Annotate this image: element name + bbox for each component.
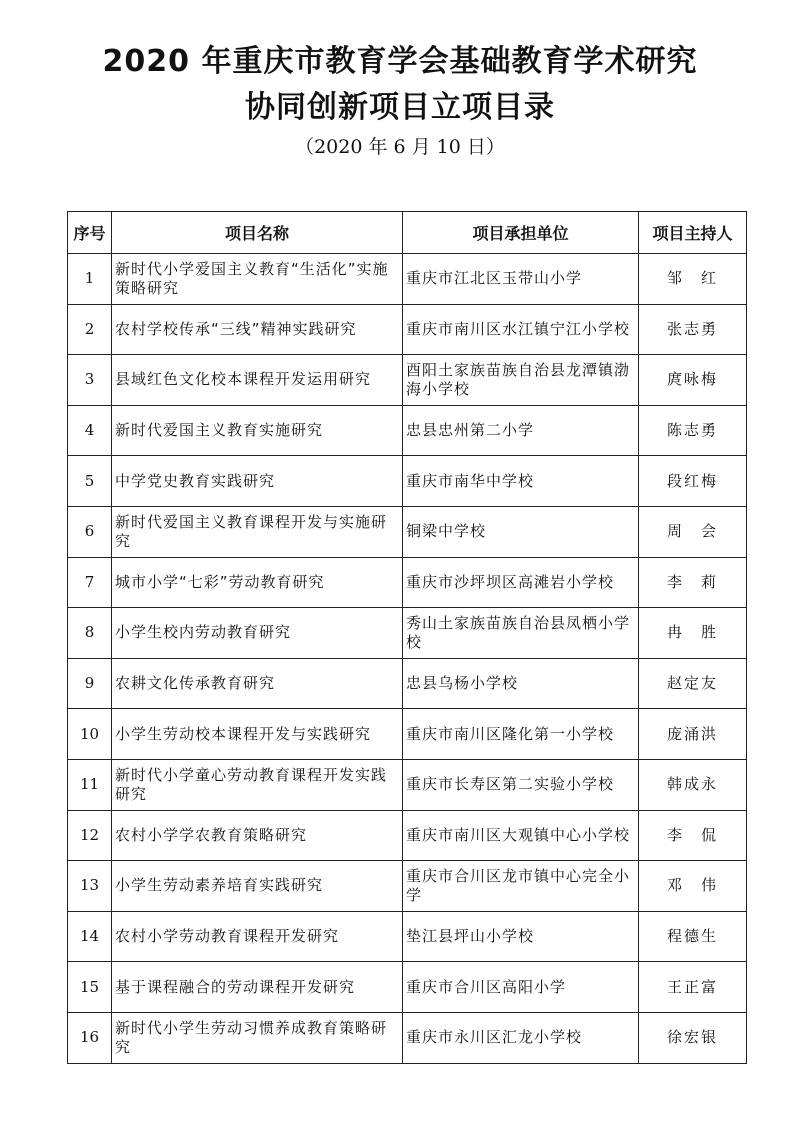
project-host-cell: 邹 红 [639, 254, 747, 305]
table-row [68, 911, 747, 962]
table-row [68, 254, 747, 305]
undertaking-unit-cell: 重庆市江北区玉带山小学 [403, 254, 639, 305]
undertaking-unit-cell: 重庆市南川区隆化第一小学校 [403, 709, 639, 760]
table-row [68, 557, 747, 608]
header-project-name: 项目名称 [112, 212, 403, 254]
serial-number-cell: 8 [68, 608, 112, 659]
table-row [68, 658, 747, 709]
serial-number-cell: 7 [68, 557, 112, 608]
undertaking-unit-cell: 重庆市永川区汇龙小学校 [403, 1012, 639, 1063]
project-name-cell: 小学生校内劳动教育研究 [112, 608, 403, 659]
undertaking-unit-cell: 铜梁中学校 [403, 506, 639, 557]
header-project-host: 项目主持人 [639, 212, 747, 254]
document-title-line2: 协同创新项目立项目录 [245, 90, 555, 125]
table-row [68, 1012, 747, 1063]
header-serial-number: 序号 [68, 212, 112, 254]
table-row [68, 304, 747, 355]
serial-number-cell: 6 [68, 506, 112, 557]
table-row [68, 810, 747, 861]
project-name-cell: 县域红色文化校本课程开发运用研究 [112, 355, 403, 406]
undertaking-unit-cell: 重庆市沙坪坝区高滩岩小学校 [403, 557, 639, 608]
undertaking-unit-cell: 重庆市南川区水江镇宁江小学校 [403, 304, 639, 355]
serial-number-cell: 13 [68, 861, 112, 912]
serial-number-cell: 10 [68, 709, 112, 760]
serial-number-cell: 15 [68, 962, 112, 1013]
project-name-cell: 农村小学学农教育策略研究 [112, 810, 403, 861]
serial-number-cell: 11 [68, 759, 112, 810]
table-row [68, 506, 747, 557]
document-title-line1: 2020 年重庆市教育学会基础教育学术研究 [102, 44, 698, 79]
table-row [68, 405, 747, 456]
undertaking-unit-cell: 重庆市南川区大观镇中心小学校 [403, 810, 639, 861]
project-name-cell: 新时代小学生劳动习惯养成教育策略研究 [112, 1012, 403, 1063]
project-host-cell: 陈志勇 [639, 405, 747, 456]
undertaking-unit-cell: 重庆市合川区高阳小学 [403, 962, 639, 1013]
project-host-cell: 李 莉 [639, 557, 747, 608]
project-name-cell: 农村小学劳动教育课程开发研究 [112, 911, 403, 962]
serial-number-cell: 12 [68, 810, 112, 861]
serial-number-cell: 4 [68, 405, 112, 456]
undertaking-unit-cell: 酉阳土家族苗族自治县龙潭镇渤海小学校 [403, 355, 639, 406]
project-name-cell: 小学生劳动素养培育实践研究 [112, 861, 403, 912]
serial-number-cell: 2 [68, 304, 112, 355]
serial-number-cell: 1 [68, 254, 112, 305]
table-row [68, 962, 747, 1013]
project-host-cell: 庞涌洪 [639, 709, 747, 760]
table-row [68, 608, 747, 659]
table-row [68, 456, 747, 507]
undertaking-unit-cell: 秀山土家族苗族自治县凤栖小学校 [403, 608, 639, 659]
document-date: （2020 年 6 月 10 日） [295, 136, 505, 158]
project-name-cell: 农耕文化传承教育研究 [112, 658, 403, 709]
project-host-cell: 段红梅 [639, 456, 747, 507]
project-name-cell: 农村学校传承“三线”精神实践研究 [112, 304, 403, 355]
project-name-cell: 新时代小学爱国主义教育“生活化”实施策略研究 [112, 254, 403, 305]
table-row [68, 355, 747, 406]
project-name-cell: 中学党史教育实践研究 [112, 456, 403, 507]
table-row [68, 759, 747, 810]
project-host-cell: 邓 伟 [639, 861, 747, 912]
serial-number-cell: 14 [68, 911, 112, 962]
header-undertaking-unit: 项目承担单位 [403, 212, 639, 254]
serial-number-cell: 16 [68, 1012, 112, 1063]
project-host-cell: 王正富 [639, 962, 747, 1013]
project-host-cell: 冉 胜 [639, 608, 747, 659]
serial-number-cell: 5 [68, 456, 112, 507]
project-table [67, 211, 747, 1064]
undertaking-unit-cell: 忠县忠州第二小学 [403, 405, 639, 456]
project-host-cell: 张志勇 [639, 304, 747, 355]
table-row [68, 709, 747, 760]
undertaking-unit-cell: 重庆市长寿区第二实验小学校 [403, 759, 639, 810]
project-host-cell: 庹咏梅 [639, 355, 747, 406]
project-name-cell: 新时代爱国主义教育课程开发与实施研究 [112, 506, 403, 557]
project-host-cell: 韩成永 [639, 759, 747, 810]
project-name-cell: 新时代小学童心劳动教育课程开发实践研究 [112, 759, 403, 810]
undertaking-unit-cell: 垫江县坪山小学校 [403, 911, 639, 962]
project-host-cell: 周 会 [639, 506, 747, 557]
undertaking-unit-cell: 忠县乌杨小学校 [403, 658, 639, 709]
undertaking-unit-cell: 重庆市南华中学校 [403, 456, 639, 507]
project-host-cell: 程德生 [639, 911, 747, 962]
table-header-row [68, 212, 747, 254]
undertaking-unit-cell: 重庆市合川区龙市镇中心完全小学 [403, 861, 639, 912]
project-host-cell: 徐宏银 [639, 1012, 747, 1063]
project-name-cell: 新时代爱国主义教育实施研究 [112, 405, 403, 456]
table-row [68, 861, 747, 912]
serial-number-cell: 3 [68, 355, 112, 406]
project-name-cell: 小学生劳动校本课程开发与实践研究 [112, 709, 403, 760]
serial-number-cell: 9 [68, 658, 112, 709]
project-name-cell: 基于课程融合的劳动课程开发研究 [112, 962, 403, 1013]
project-name-cell: 城市小学“七彩”劳动教育研究 [112, 557, 403, 608]
project-host-cell: 李 侃 [639, 810, 747, 861]
project-host-cell: 赵定友 [639, 658, 747, 709]
